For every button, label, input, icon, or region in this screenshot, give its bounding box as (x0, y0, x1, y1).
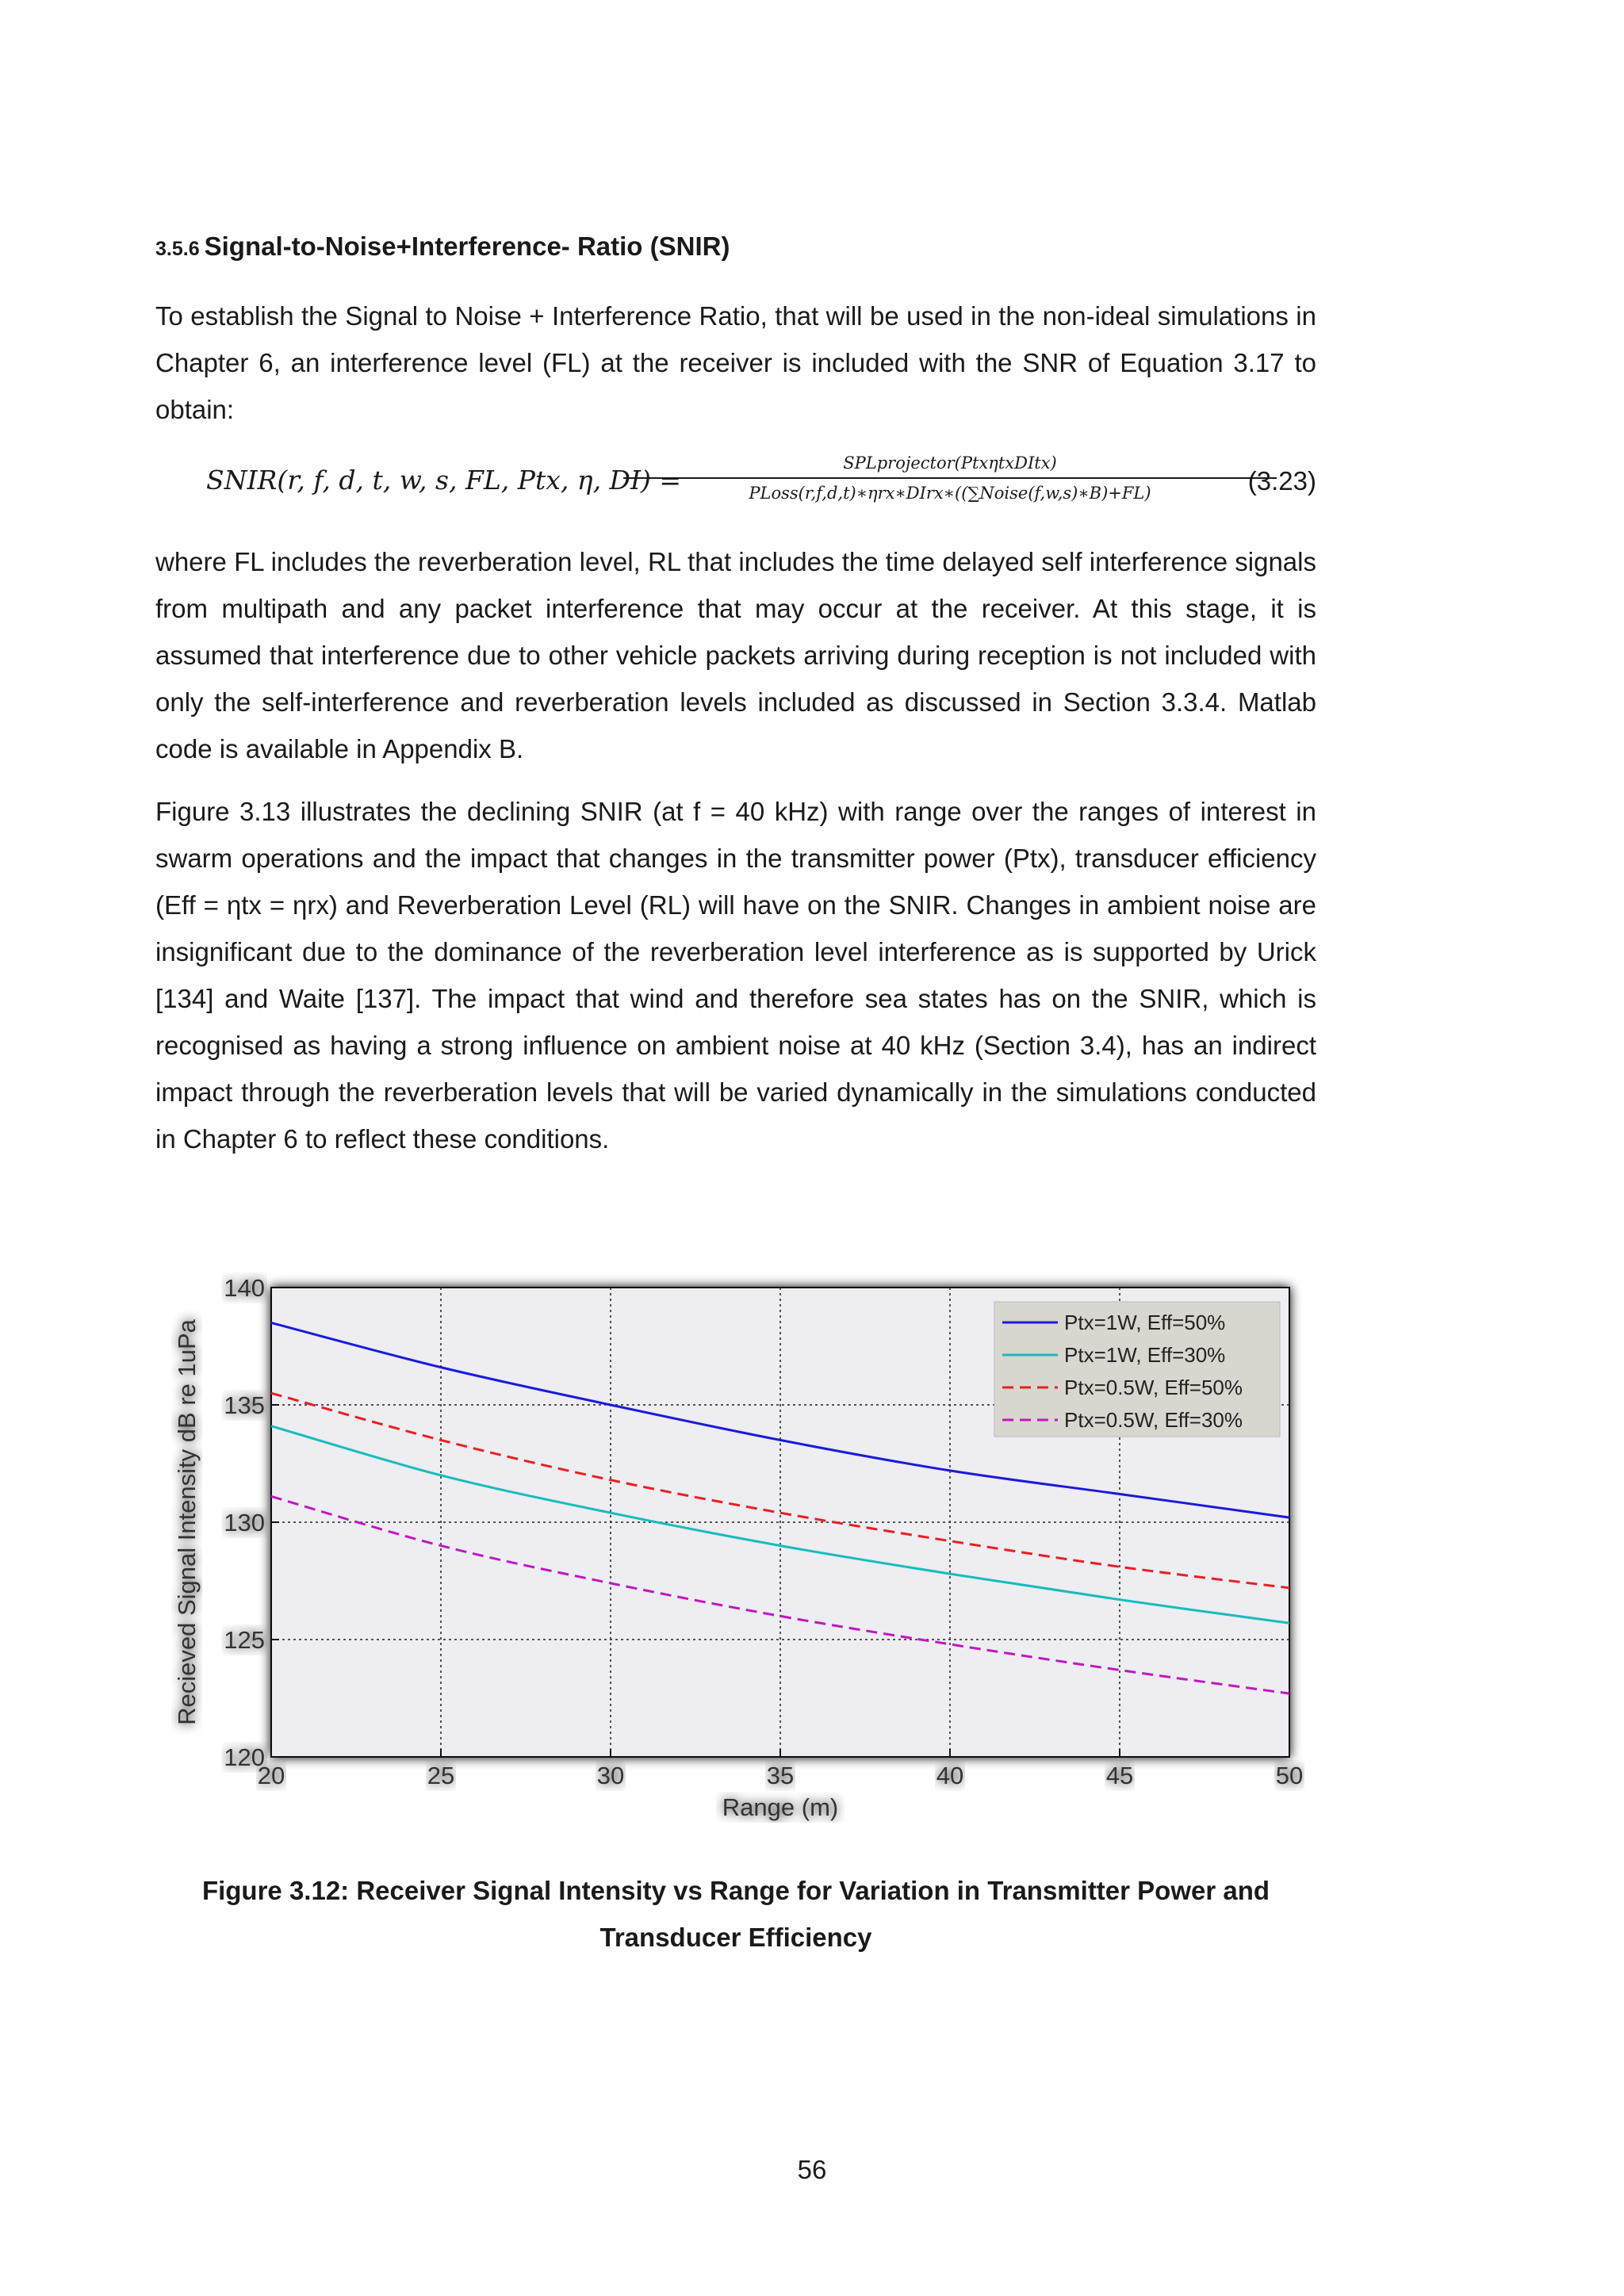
legend-label-4: Ptx=0.5W, Eff=30% (1064, 1408, 1243, 1432)
section-heading (155, 232, 730, 262)
equation-fraction (623, 453, 1277, 503)
section-number: 3.5.6 (155, 238, 200, 260)
x-tick-label: 30 (596, 1762, 625, 1789)
section-title: Signal-to-Noise+Interference- Ratio (SNIR) (204, 232, 730, 261)
y-tick-label: 140 (224, 1274, 265, 1302)
y-tick-label: 125 (224, 1626, 265, 1654)
paragraph-where: where FL includes the reverberation level, RL that includes the time delayed self interference signals from multipath and any packet interference that may occur at the receiver. At this stage, it is assumed that interference due to other vehicle packets arriving during reception is not included with only the self-interference and reverberation levels included as discussed in Section 3.3.4. Matlab code is available in Appendix B. (155, 547, 1316, 763)
equation-3-23 (206, 453, 1316, 517)
x-tick-label: 50 (1275, 1762, 1304, 1789)
y-tick-label: 135 (224, 1391, 265, 1419)
legend-label-3: Ptx=0.5W, Eff=50% (1064, 1376, 1243, 1399)
page-number: 56 (797, 2155, 827, 2184)
y-tick-label: 120 (224, 1743, 265, 1771)
paragraph-intro: To establish the Signal to Noise + Interference Ratio, that will be used in the non-ideal simulations in Chapter 6, an interference level (FL) at the receiver is included with the SNR of Equation 3.17 to obtain: (155, 301, 1316, 424)
y-tick-label: 130 (224, 1509, 265, 1536)
x-tick-label: 20 (257, 1762, 285, 1789)
equation-denominator: PLoss(r,f,d,t)∗ηrx∗DIrx∗((∑Noise(f,w,s)∗B)+FL) (749, 484, 1151, 503)
x-tick-label: 45 (1105, 1762, 1134, 1789)
x-tick-label: 35 (766, 1762, 795, 1789)
x-axis-label: Range (m) (722, 1793, 839, 1821)
signal-intensity-chart (155, 1253, 1329, 1831)
equation-number: (3.23) (1247, 466, 1316, 496)
paragraph-figure-discussion: Figure 3.13 illustrates the declining SNIR (at f = 40 kHz) with range over the ranges of interest in swarm operations and the impact that changes in the transmitter power (Ptx), transducer efficiency (Eff = ηtx = ηrx) and Reverberation Level (RL) will have on the SNIR. Changes in ambient noise are insignificant due to the dominance of the reverberation level interference as is supported by Urick [134] and Waite [137]. The impact that wind and therefore sea states has on the SNIR, which is recognised as having a strong influence on ambient noise at 40 kHz (Section 3.4), has an indirect impact through the reverberation levels that will be varied dynamically in the simulations conducted in Chapter 6 to reflect these conditions. (155, 797, 1316, 1154)
x-tick-label: 25 (427, 1762, 455, 1789)
figure-caption: Figure 3.12: Receiver Signal Intensity vs Range for Variation in Transmitter Power and Transducer Efficiency (201, 1876, 1270, 1952)
legend-label-2: Ptx=1W, Eff=30% (1064, 1343, 1226, 1367)
x-tick-label: 40 (936, 1762, 964, 1789)
equation-lhs: SNIR(r, f, d, t, w, s, FL, Ptx, η, DI) = (206, 465, 682, 496)
y-axis-label: Recieved Signal Intensity dB re 1uPa (173, 1319, 201, 1725)
equation-numerator: SPLprojector(PtxηtxDItx) (843, 453, 1057, 473)
legend-label-1: Ptx=1W, Eff=50% (1064, 1311, 1226, 1334)
